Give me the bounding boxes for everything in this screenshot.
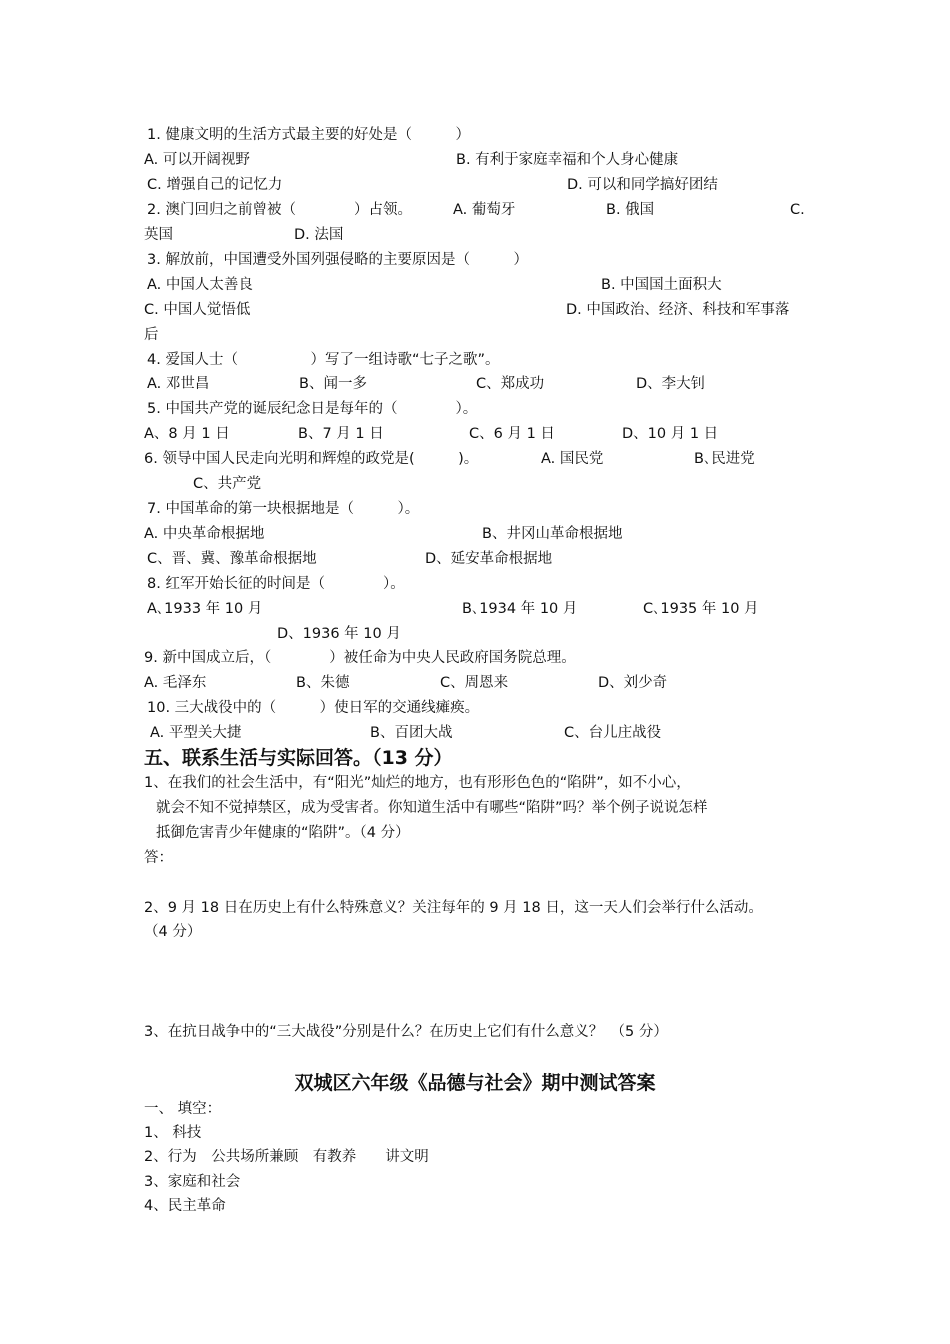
q8-option-d: D、1936 年 10 月 (277, 626, 401, 642)
ans-3: 3、家庭和社会 (144, 1174, 241, 1190)
q6-row (0, 447, 950, 471)
q8-option-c: C､1935 年 10 月 (643, 601, 759, 617)
q2-row-cont (0, 223, 950, 247)
ans-section1-row (0, 1097, 950, 1121)
q5-stem: 5. 中国共产党的诞辰纪念日是每年的（ ）。 (147, 401, 478, 417)
q3-options-row2 (0, 298, 950, 322)
q8-stem: 8. 红军开始长征的时间是（ ）。 (147, 576, 405, 592)
q10-row (0, 696, 950, 720)
q4-option-a: A. 邓世昌 (147, 376, 210, 392)
q5-row (0, 397, 950, 421)
ans-4: 4、民主革命 (144, 1198, 226, 1214)
q3-option-d-cont-row (0, 323, 950, 347)
q3-option-b: B. 中国国土面积大 (601, 277, 722, 293)
q10-option-b: B、百团大战 (370, 725, 453, 741)
s5-q1-line3-row (0, 821, 950, 845)
q8-options-row (0, 597, 950, 621)
q1-options-row1 (0, 148, 950, 172)
q4-options-row (0, 372, 950, 396)
q3-stem: 3. 解放前，中国遭受外国列强侵略的主要原因是（ ） (147, 252, 528, 268)
s5-q1-line3: 抵御危害青少年健康的“陷阱”。（4 分） (156, 825, 410, 841)
ans-section1: 一、 填空： (144, 1101, 222, 1117)
q7-options-row1 (0, 522, 950, 546)
q2-option-a: A. 葡萄牙 (453, 202, 516, 218)
q9-option-b: B、朱德 (296, 675, 350, 691)
q1-options-row2 (0, 173, 950, 197)
q2-stem: 2. 澳门回归之前曾被（ ）占领。 (147, 202, 412, 218)
section5-heading: 五、联系生活与实际回答。（13 分） (144, 747, 453, 769)
q4-option-d: D、李大钊 (636, 376, 706, 392)
q3-option-d: D. 中国政治、经济、科技和军事落 (566, 302, 790, 318)
q5-option-b: B、7 月 1 日 (298, 426, 384, 442)
q9-stem: 9. 新中国成立后，（ ）被任命为中央人民政府国务院总理。 (144, 650, 576, 666)
q10-stem: 10. 三大战役中的（ ）使日军的交通线瘫痪。 (147, 700, 480, 716)
q8-option-b: B､1934 年 10 月 (462, 601, 578, 617)
q1-row (0, 123, 950, 147)
ans-2-row (0, 1145, 950, 1169)
q5-options-row (0, 422, 950, 446)
q9-option-c: C、周恩来 (440, 675, 509, 691)
q10-option-c: C、台儿庄战役 (564, 725, 662, 741)
q7-option-a: A. 中央革命根据地 (144, 526, 265, 542)
s5-q1-line1-row (0, 771, 950, 795)
q1-option-c: C. 增强自己的记忆力 (147, 177, 283, 193)
s5-answer-label: 答： (144, 850, 173, 866)
q3-option-d-cont: 后 (144, 327, 159, 343)
q4-option-c: C、郑成功 (476, 376, 545, 392)
q5-option-d: D、10 月 1 日 (622, 426, 719, 442)
s5-q2-line2: （4 分） (144, 924, 202, 940)
q10-options-row (0, 721, 950, 745)
q4-stem: 4. 爱国人士（ ）写了一组诗歌“七子之歌”。 (147, 352, 500, 368)
q8-option-a: A､1933 年 10 月 (147, 601, 263, 617)
ans-4-row (0, 1194, 950, 1218)
s5-q1-line1: 1、在我们的社会生活中，有“阳光”灿烂的地方，也有形形色色的“陷阱”，如不小心， (144, 775, 691, 791)
q6-stem: 6. 领导中国人民走向光明和辉煌的政党是( )。 (144, 451, 479, 467)
q8-options-row2 (0, 622, 950, 646)
s5-q2-line1: 2、9 月 18 日在历史上有什么特殊意义？关注每年的 9 月 18 日，这一天人们会举行什么活动。 (144, 900, 763, 916)
q8-row (0, 572, 950, 596)
ans-1: 1、 科技 (144, 1125, 202, 1141)
q6-option-b: B､民进党 (694, 451, 755, 467)
q2-row (0, 198, 950, 222)
q3-option-a: A. 中国人太善良 (147, 277, 253, 293)
q5-option-a: A、8 月 1 日 (144, 426, 230, 442)
q6-option-c: C、共产党 (193, 476, 262, 492)
s5-answer-row (0, 846, 950, 870)
q9-option-a: A. 毛泽东 (144, 675, 207, 691)
q4-row (0, 348, 950, 372)
q3-option-c: C. 中国人觉悟低 (144, 302, 251, 318)
q7-row (0, 497, 950, 521)
s5-q2-line1-row (0, 896, 950, 920)
q1-option-d: D. 可以和同学搞好团结 (567, 177, 718, 193)
q6-row-cont (0, 472, 950, 496)
q9-option-d: D、刘少奇 (598, 675, 668, 691)
q2-option-c-word: 英国 (144, 227, 173, 243)
q7-option-b: B、井冈山革命根据地 (482, 526, 623, 542)
q3-row (0, 248, 950, 272)
q2-option-d: D. 法国 (294, 227, 344, 243)
s5-q3-row (0, 1020, 950, 1044)
ans-1-row (0, 1121, 950, 1145)
ans-3-row (0, 1170, 950, 1194)
s5-q1-line2: 就会不知不觉掉禁区，成为受害者。你知道生活中有哪些“陷阱”吗？举个例子说说怎样 (156, 800, 708, 816)
q7-option-d: D、延安革命根据地 (425, 551, 553, 567)
q7-stem: 7. 中国革命的第一块根据地是（ ）。 (147, 501, 420, 517)
q9-row (0, 646, 950, 670)
s5-q2-line2-row (0, 920, 950, 944)
q9-options-row (0, 671, 950, 695)
s5-q1-line2-row (0, 796, 950, 820)
q1-option-a: A. 可以开阔视野 (144, 152, 250, 168)
q2-option-c-prefix: C. (790, 202, 805, 218)
q7-option-c: C、晋、冀、豫革命根据地 (147, 551, 317, 567)
answer-key-title: 双城区六年级《品德与社会》期中测试答案 (294, 1072, 656, 1094)
s5-q3: 3、在抗日战争中的“三大战役”分别是什么？在历史上它们有什么意义？ （5 分） (144, 1024, 668, 1040)
q7-options-row2 (0, 547, 950, 571)
ans-2: 2、行为 公共场所兼顾 有教养 讲文明 (144, 1149, 429, 1165)
q1-option-b: B. 有利于家庭幸福和个人身心健康 (456, 152, 679, 168)
q1-stem: 1. 健康文明的生活方式最主要的好处是（ ） (147, 127, 470, 143)
q4-option-b: B、闻一多 (299, 376, 367, 392)
q6-option-a: A. 国民党 (541, 451, 604, 467)
q2-option-b: B. 俄国 (606, 202, 655, 218)
q3-options-row1 (0, 273, 950, 297)
q5-option-c: C、6 月 1 日 (469, 426, 555, 442)
q10-option-a: A. 平型关大捷 (150, 725, 242, 741)
